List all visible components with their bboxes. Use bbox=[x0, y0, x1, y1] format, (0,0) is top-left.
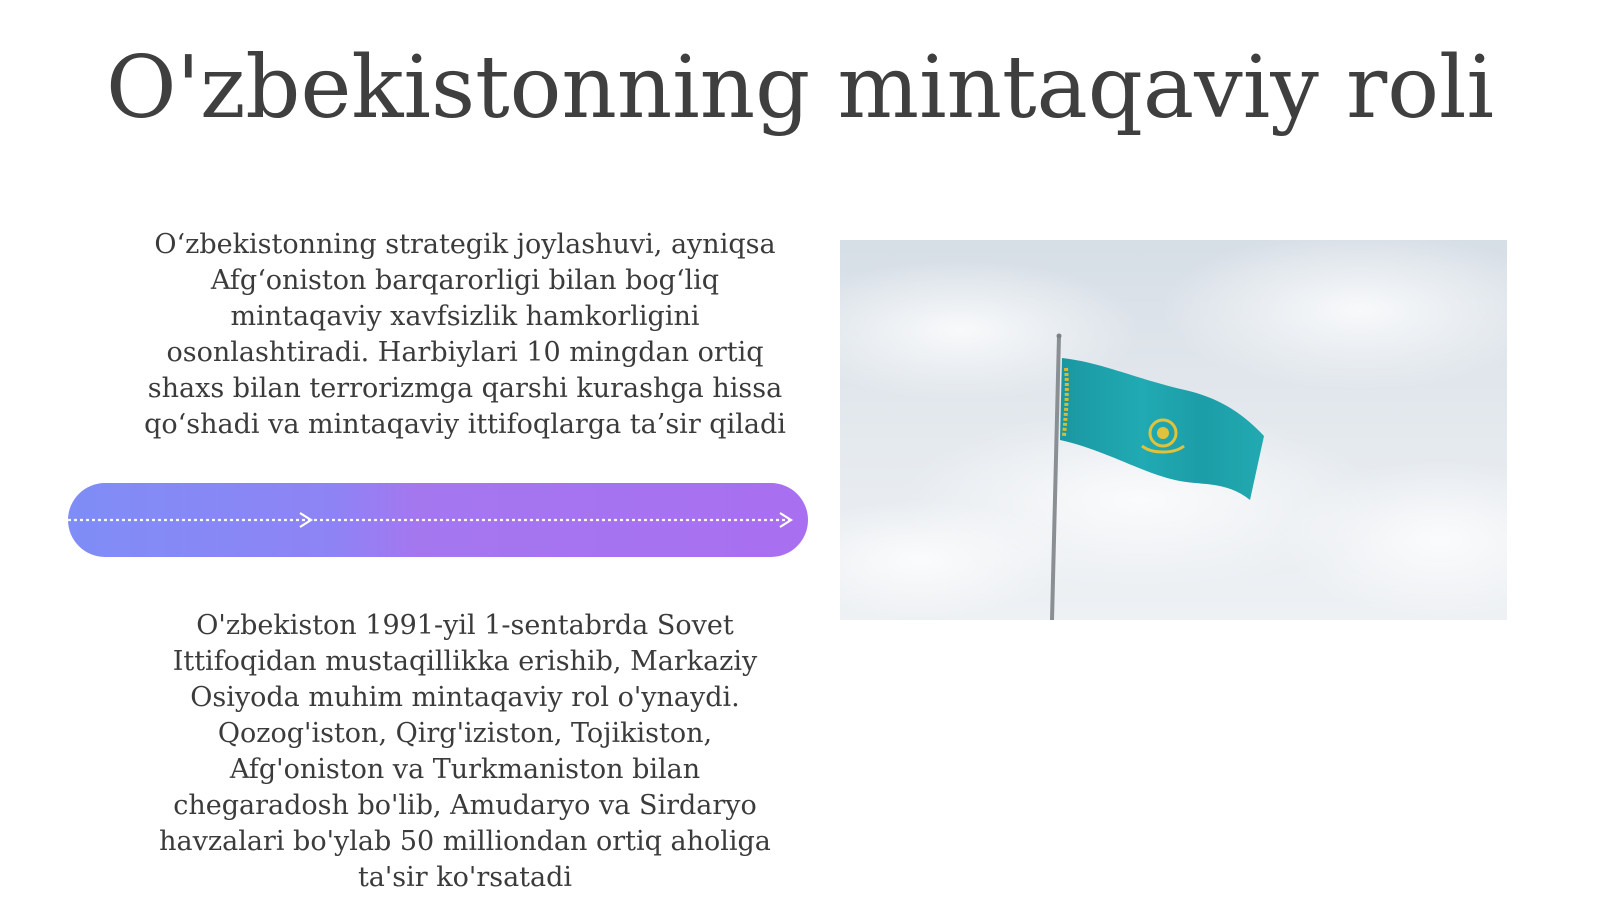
arrow-right-icon bbox=[780, 513, 791, 527]
paragraph-strategic-location: O‘zbekistonning strategik joylashuvi, ayniqsa Afg‘oniston barqarorligi bilan bog‘liq mintaqaviy xavfsizlik hamkorligini osonlashtiradi. Harbiylari 10 mingdan ortiq shaxs bilan terrorizmga qarshi kurashga hissa qo‘shadi va mintaqaviy ittifoqlarga ta’sir qiladi bbox=[144, 229, 786, 440]
arrow-right-icon bbox=[300, 513, 311, 527]
timeline-dotted-line bbox=[68, 483, 808, 557]
flag-image bbox=[840, 240, 1507, 620]
paragraph-independence: O'zbekiston 1991-yil 1-sentabrda Sovet Ittifoqidan mustaqillikka erishib, Markaziy Osiyoda muhim mintaqaviy rol o'ynaydi. Qozog'iston, Qirg'iziston, Tojikiston, Afg'oniston va Turkmaniston bilan chegaradosh bo'lib, Amudaryo va Sirdaryo havzalari bo'ylab 50 milliondan ortiq aholiga ta'sir ko'rsatadi bbox=[159, 610, 771, 893]
flag-photo bbox=[840, 240, 1507, 620]
slide-title: O'zbekistonning mintaqaviy roli bbox=[105, 38, 1495, 138]
timeline-bar bbox=[68, 483, 808, 557]
